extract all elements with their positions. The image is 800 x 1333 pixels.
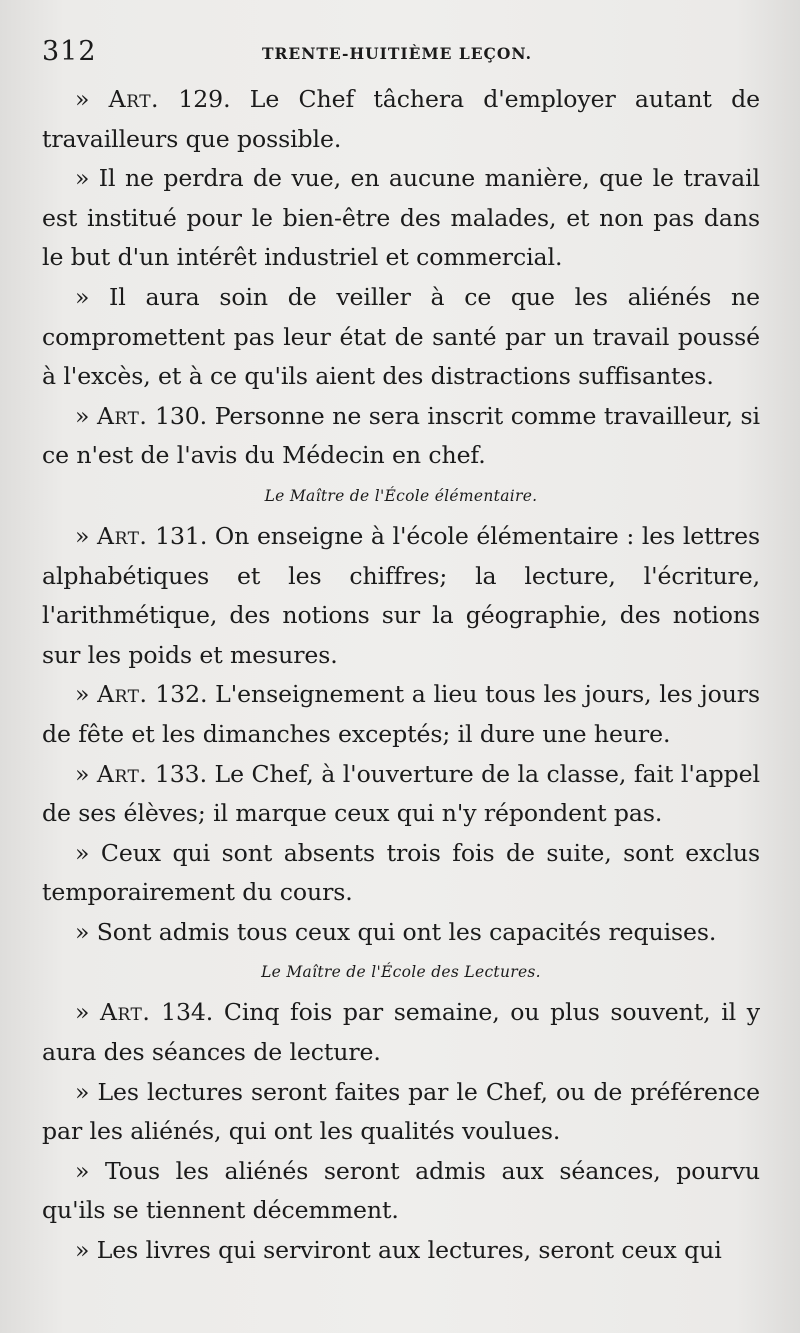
paragraph-sante: » Il aura soin de veiller à ce que les aliénés ne compromettent pas leur état de santé par un travail poussé à l'excès, et à ce qu'ils aient des distractions suffisantes. [42, 282, 760, 391]
running-head: TRENTE-HUITIÈME LEÇON. [262, 44, 532, 63]
paragraph-art-134: » Art. 134. Cinq fois par semaine, ou plus souvent, il y aura des séances de lecture. [42, 998, 760, 1067]
paragraph-travail: » Il ne perdra de vue, en aucune manière, que le travail est institué pour le bien-être des malades, et non pas dans le but d'un intérêt industriel et commercial. [42, 164, 760, 272]
article-label: Art. [97, 680, 148, 709]
article-label: Art. [96, 759, 148, 788]
paragraph-art-133: » Art. 133. Le Chef, à l'ouverture de la classe, fait l'appel de ses élèves; il marque ceux qui n'y répondent pas. [42, 759, 760, 828]
paragraph-art-132: » Art. 132. L'enseignement a lieu tous les jours, les jours de fête et les dimanches exceptés; il dure une heure. [42, 680, 760, 748]
section-title-ecole-lectures: Le Maître de l'École des Lectures. [261, 963, 541, 982]
article-label: Art. [108, 85, 160, 113]
page-number: 312 [42, 36, 97, 67]
paragraph-seances: » Tous les aliénés seront admis aux séances, pourvu qu'ils se tiennent décemment. [42, 1156, 760, 1225]
paragraph-livres: » Les livres qui serviront aux lectures, seront ceux qui [75, 1236, 722, 1265]
section-title-ecole-elementaire: Le Maître de l'École élémentaire. [264, 486, 538, 505]
paragraph-art-129: » Art. 129. Le Chef tâchera d'employer autant de travailleurs que possible. [42, 85, 760, 153]
paragraph-admis: » Sont admis tous ceux qui ont les capacités requises. [75, 917, 717, 946]
paragraph-lectures: » Les lectures seront faites par le Chef, ou de préférence par les aliénés, qui ont les qualités voulues. [42, 1077, 760, 1146]
article-label: Art. [96, 401, 148, 430]
article-label: Art. [97, 521, 148, 550]
article-label: Art. [100, 998, 151, 1027]
paragraph-art-130: » Art. 130. Personne ne sera inscrit comme travailleur, si ce n'est de l'avis du Médecin en chef. [42, 401, 760, 470]
paragraph-art-131: » Art. 131. On enseigne à l'école élémentaire : les lettres alphabétiques et les chiffres; la lecture, l'écriture, l'arithmétique, des notions sur la géographie, des notions sur les poids et mesures. [42, 521, 760, 669]
paragraph-absents: » Ceux qui sont absents trois fois de suite, sont exclus temporairement du cours. [42, 838, 760, 907]
page-header [42, 34, 760, 80]
